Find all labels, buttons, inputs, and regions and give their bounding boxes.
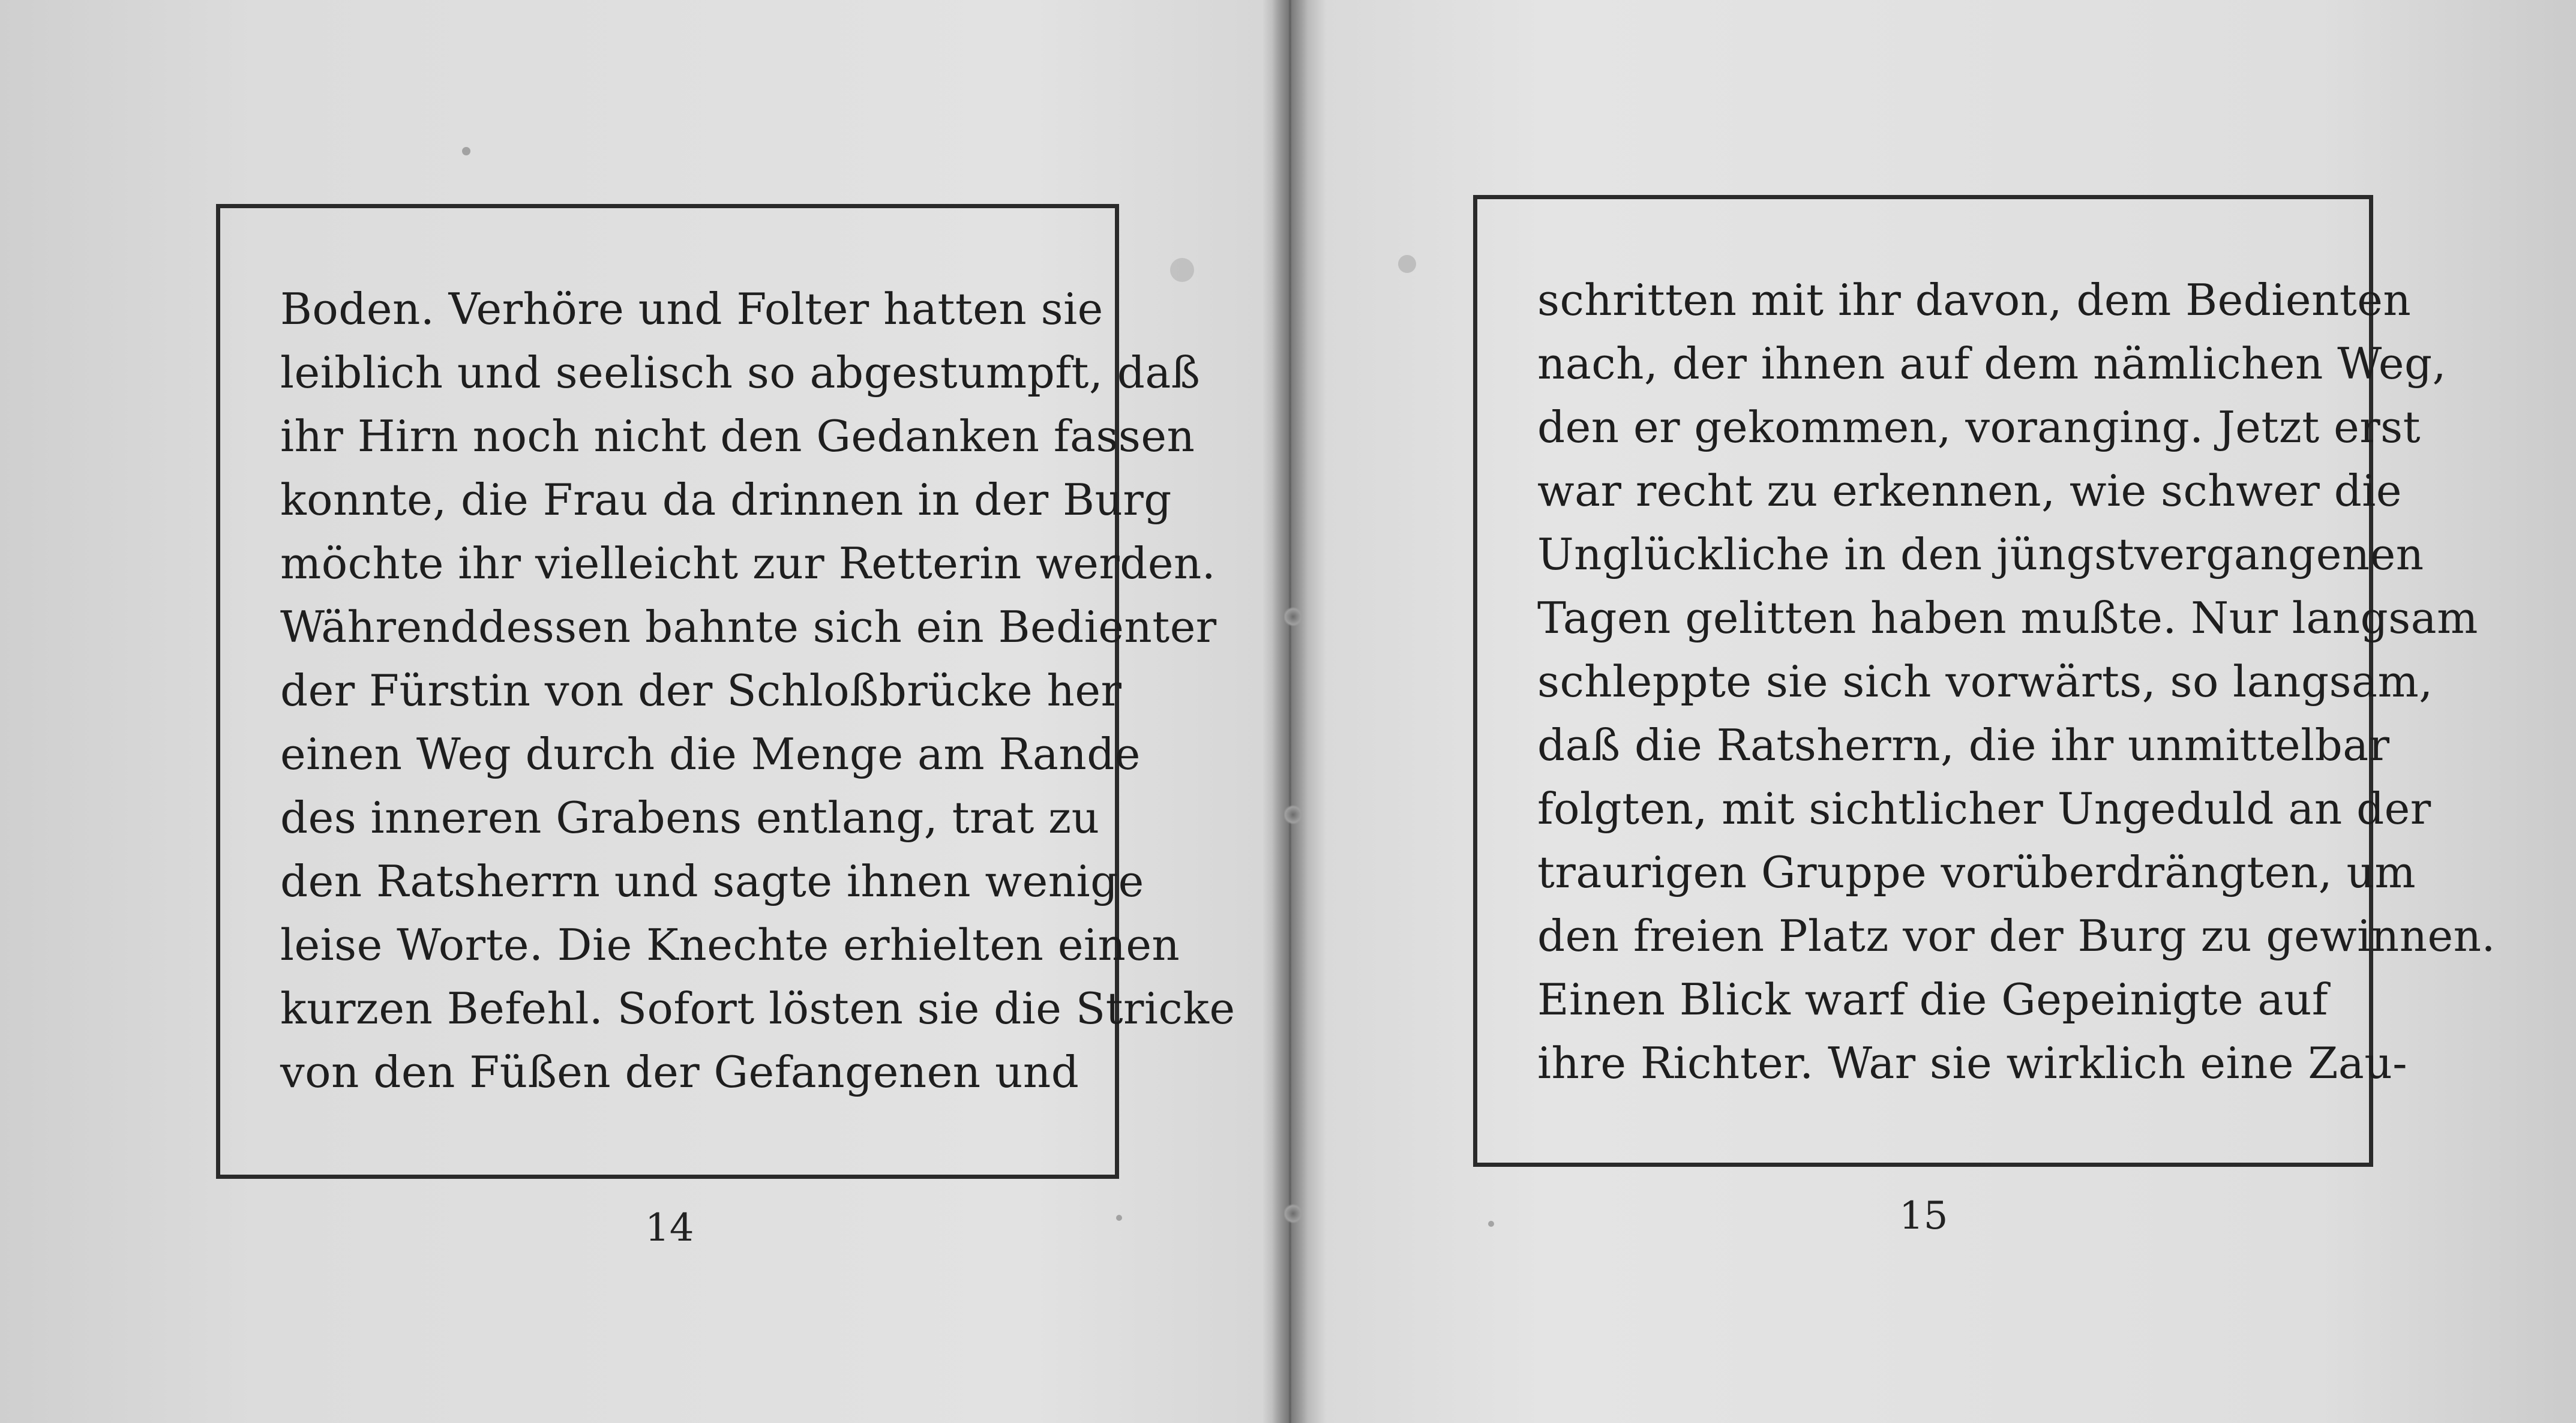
- text-line: Tagen gelitten haben mußte. Nur langsam: [1537, 593, 2478, 643]
- left-body-text: [280, 277, 1235, 1104]
- text-line: traurigen Gruppe vorüberdrängten, um: [1537, 847, 2416, 897]
- right-page: [1290, 0, 2576, 1423]
- text-line: ihr Hirn noch nicht den Gedanken fassen: [280, 411, 1195, 461]
- text-line: Boden. Verhöre und Folter hatten sie: [280, 284, 1103, 334]
- left-text-frame: [216, 204, 1235, 1179]
- text-line: Unglückliche in den jüngstvergangenen: [1537, 529, 2424, 580]
- text-line: möchte ihr vielleicht zur Retterin werden.: [280, 538, 1216, 589]
- text-line: leise Worte. Die Knechte erhielten einen: [280, 920, 1180, 970]
- text-line: war recht zu erkennen, wie schwer die: [1537, 466, 2402, 516]
- text-line: von den Füßen der Gefangenen und: [280, 1047, 1079, 1097]
- text-line: den Ratsherrn und sagte ihnen wenige: [280, 856, 1144, 906]
- left-page: [0, 0, 1284, 1423]
- text-line: schleppte sie sich vorwärts, so langsam,: [1537, 656, 2433, 707]
- text-line: folgten, mit sichtlicher Ungeduld an der: [1537, 783, 2431, 834]
- text-line: schritten mit ihr davon, dem Bedienten: [1537, 275, 2412, 325]
- text-line: ihre Richter. War sie wirklich eine Zau-: [1537, 1038, 2408, 1088]
- right-text-frame: [1473, 195, 2496, 1167]
- page-number: 15: [1899, 1194, 1948, 1238]
- text-line: nach, der ihnen auf dem nämlichen Weg,: [1537, 338, 2447, 389]
- text-line: des inneren Grabens entlang, trat zu: [280, 792, 1100, 843]
- right-body-text: [1537, 268, 2496, 1095]
- text-line: einen Weg durch die Menge am Rande: [280, 729, 1141, 779]
- text-line: konnte, die Frau da drinnen in der Burg: [280, 475, 1172, 525]
- text-line: den er gekommen, voranging. Jetzt erst: [1537, 402, 2421, 452]
- text-line: leiblich und seelisch so abgestumpft, daß: [280, 347, 1201, 398]
- text-line: Einen Blick warf die Gepeinigte auf: [1537, 974, 2328, 1025]
- text-line: daß die Ratsherrn, die ihr unmittelbar: [1537, 720, 2390, 770]
- text-line: den freien Platz vor der Burg zu gewinnen.: [1537, 911, 2496, 961]
- text-line: der Fürstin von der Schloßbrücke her: [280, 665, 1122, 716]
- text-line: kurzen Befehl. Sofort lösten sie die Stricke: [280, 983, 1235, 1034]
- page-number: 14: [645, 1206, 694, 1250]
- text-line: Währenddessen bahnte sich ein Bedienter: [280, 602, 1217, 652]
